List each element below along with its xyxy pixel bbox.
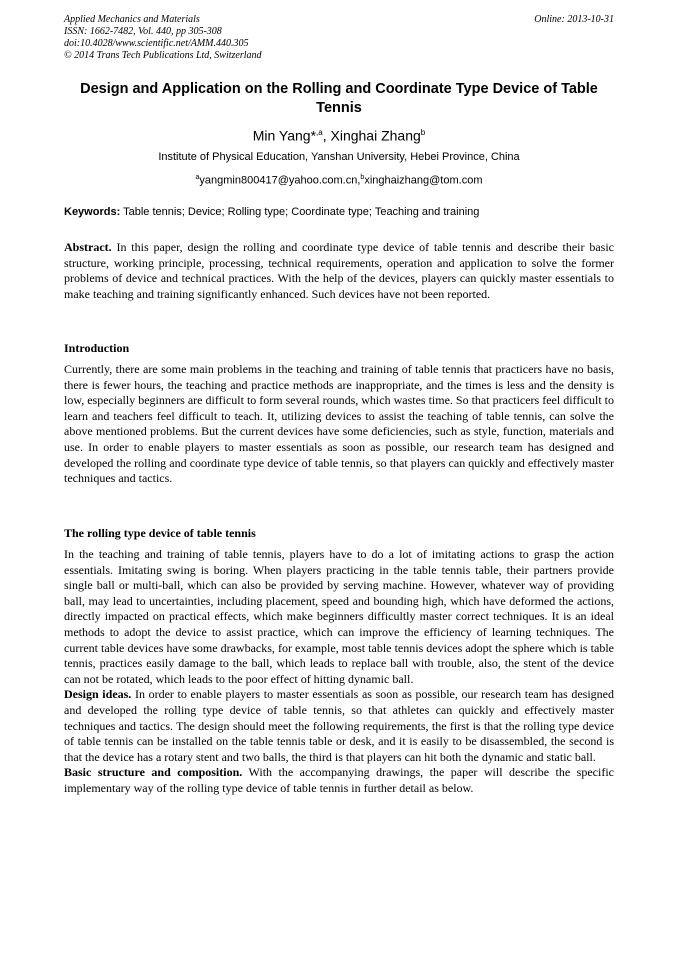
design-ideas-label: Design ideas. (64, 687, 132, 702)
email-line (60, 171, 618, 188)
keywords-label: Keywords: (64, 206, 121, 218)
doi-line: doi:10.4028/www.scientific.net/AMM.440.305 (64, 38, 249, 49)
basic-structure-text: With the accompanying drawings, the paper will describe the specific implementary way of the rolling type device of table tennis in further detail as below. (64, 765, 614, 795)
journal-header (64, 14, 614, 62)
design-ideas-text: In order to enable players to master essentials as soon as possible, our research team has designed and developed the rolling type device of table tennis, so that athletes can quickly and effectively master techniques and tactics. The design should meet the following requirements, the first is that the rolling type device of table tennis can be installed on the table tennis table or desk, and it is easily to be disassembled, the second is that the device has a rotary stent and two balls, the third is that players can hit both the dynamic and static ball. (64, 687, 614, 764)
abstract-text: In this paper, design the rolling and coordinate type device of table tennis and describe their basic structure, working principle, processing, technical requirements, operation and application to solve the former problems of device and technical practices. With the help of the devices, players can quickly master essentials to make teaching and training significantly enhanced. Such devices have not been reported. (64, 240, 614, 301)
paper-title: Design and Application on the Rolling and Coordinate Type Device of Table Tennis (80, 81, 598, 116)
email-a-superscript: a (195, 174, 200, 181)
email-a: yangmin800417@yahoo.com.cn, (199, 174, 361, 187)
rolling-device-body (64, 547, 614, 797)
author-2: Xinghai Zhang (330, 127, 421, 144)
online-date: Online: 2013-10-31 (534, 14, 614, 25)
keywords-text: Table tennis; Device; Rolling type; Coordinate type; Teaching and training (120, 206, 480, 218)
keywords (64, 205, 614, 219)
affiliation: Institute of Physical Education, Yanshan University, Hebei Province, China (158, 151, 520, 163)
abstract-label: Abstract. (64, 240, 112, 254)
author-1-superscript: ,a (316, 128, 323, 137)
author-separator: , (322, 127, 331, 144)
author-line (60, 124, 618, 145)
abstract (64, 240, 614, 302)
basic-structure-label: Basic structure and composition. (64, 765, 243, 780)
introduction-body (64, 362, 614, 487)
email-b-superscript: b (360, 174, 365, 181)
author-2-superscript: b (420, 128, 426, 137)
rolling-device-heading: The rolling type device of table tennis (64, 526, 256, 540)
rolling-device-text: In the teaching and training of table tennis, players have to do a lot of imitating actions to grasp the action essentials. Imitating swing is boring. When players practicing in the table tennis table, their partners provide single ball or multi-ball, which can also be provided by serving machine. However, whatever way of providing ball, may lead to uncertainties, including placement, speed and bounding high, which have deformed the actions, directly impacted on practical effects, which make beginners difficultly master correct techniques. It is an ideal methods to adopt the device to assist practice, which can improve the efficiency of learning techniques. The current table devices have some drawbacks, for example, most table tennis devices adopt the sphere which is table tennis, practices easily damage to the ball, which leads to replace ball with trouble, also, the stent of the device can not be rotated, which leads to the poor effect of hitting dynamic ball. (64, 547, 614, 686)
email-b: xinghaizhang@tom.com (364, 174, 483, 187)
journal-name: Applied Mechanics and Materials (64, 14, 200, 25)
copyright-line: © 2014 Trans Tech Publications Ltd, Switzerland (64, 50, 262, 61)
author-1: Min Yang* (252, 127, 317, 144)
introduction-heading: Introduction (64, 341, 130, 355)
introduction-text: Currently, there are some main problems in the teaching and training of table tennis that practicers have no basis, there is fewer hours, the teaching and practice methods are inappropriate, and the times is less and the density is low, especially beginners are difficult to form several rounds, which wastes time. So that practicers feel difficult to learn and teachers feel difficult to teach. It, utilizing devices to assist the teaching of table tennis, can solve the above mentioned problems. But the current devices have some deficiencies, such as style, function, materials and use. In order to enable players to master essentials as soon as possible, our research team has designed and developed the rolling and coordinate type device of table tennis, so that players can quickly and effectively master techniques and tactics. (64, 362, 614, 486)
issn-line: ISSN: 1662-7482, Vol. 440, pp 305-308 (64, 26, 222, 37)
